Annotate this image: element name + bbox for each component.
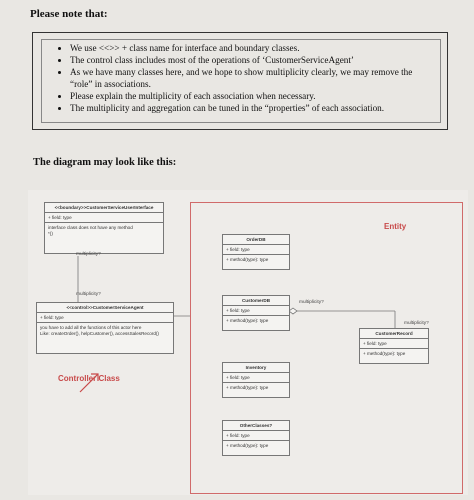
customerrecord-name: CustomerRecord [360,329,428,339]
boundary-note-line-1: interface class does not have any method [48,225,133,230]
notes-inner-box [41,39,441,123]
inventory-field: + field: type [223,373,289,383]
notes-title: Please note that: [30,8,108,20]
boundary-class-name: <<boundary>>CustomerServiceUserInterface [45,203,163,213]
customerrecord-field: + field: type [360,339,428,349]
customerdb-class-box [222,295,290,331]
control-class-box [36,302,174,354]
multiplicity-label: multiplicity? [76,252,101,257]
boundary-class-note [45,223,163,239]
note-item: • We use <<>> + class name for interface and boundary classes. [70,42,434,54]
uml-diagram [28,190,468,495]
control-class-field: + field: type [37,313,173,323]
inventory-class-box [222,362,290,398]
control-note-line-2: Like: createOrder(), helpCustomer(), accessSalesRecord() [40,331,159,336]
boundary-class-box [44,202,164,254]
control-class-note [37,323,173,339]
diagram-heading: The diagram may look like this: [33,157,177,168]
otherclasses-field: + field: type [223,431,289,441]
boundary-note-line-2: *() [48,231,53,236]
otherclasses-method: + method(type): type [226,443,269,448]
inventory-method: + method(type): type [226,385,269,390]
note-item: • Please explain the multiplicity of each association when necessary. [70,90,434,102]
otherclasses-name: OtherClasses? [223,421,289,431]
boundary-class-field: + field: type [45,213,163,223]
control-note-line-1: you have to add all the functions of this actor here [40,325,142,330]
multiplicity-label: multiplicity? [76,292,101,297]
note-item: • The control class includes most of the operations of ‘CustomerServiceAgent’ [70,54,434,66]
entity-label: Entity [384,222,407,231]
notes-list [48,42,434,114]
customerrecord-method: + method(type): type [363,351,406,356]
orderdb-field: + field: type [223,245,289,255]
inventory-name: Inventory [223,363,289,373]
multiplicity-label: multiplicity? [299,300,324,305]
customerdb-name: CustomerDB [223,296,289,306]
otherclasses-class-box [222,420,290,456]
control-class-name: <<control>>CustomerServiceAgent [37,303,173,313]
controller-class-label: Controller Class [58,374,120,383]
customerdb-field: + field: type [223,306,289,316]
customerrecord-class-box [359,328,429,364]
multiplicity-label: multiplicity? [404,321,429,326]
note-item: • As we have many classes here, and we hope to show multiplicity clearly, we may remove the “role” in associations. [70,66,434,90]
orderdb-name: OrderDB [223,235,289,245]
orderdb-method: + method(type): type [226,257,269,262]
note-item: • The multiplicity and aggregation can be tuned in the “properties” of each association. [70,102,434,114]
customerdb-method: + method(type): type [226,318,269,323]
notes-box [32,32,448,130]
orderdb-class-box [222,234,290,270]
